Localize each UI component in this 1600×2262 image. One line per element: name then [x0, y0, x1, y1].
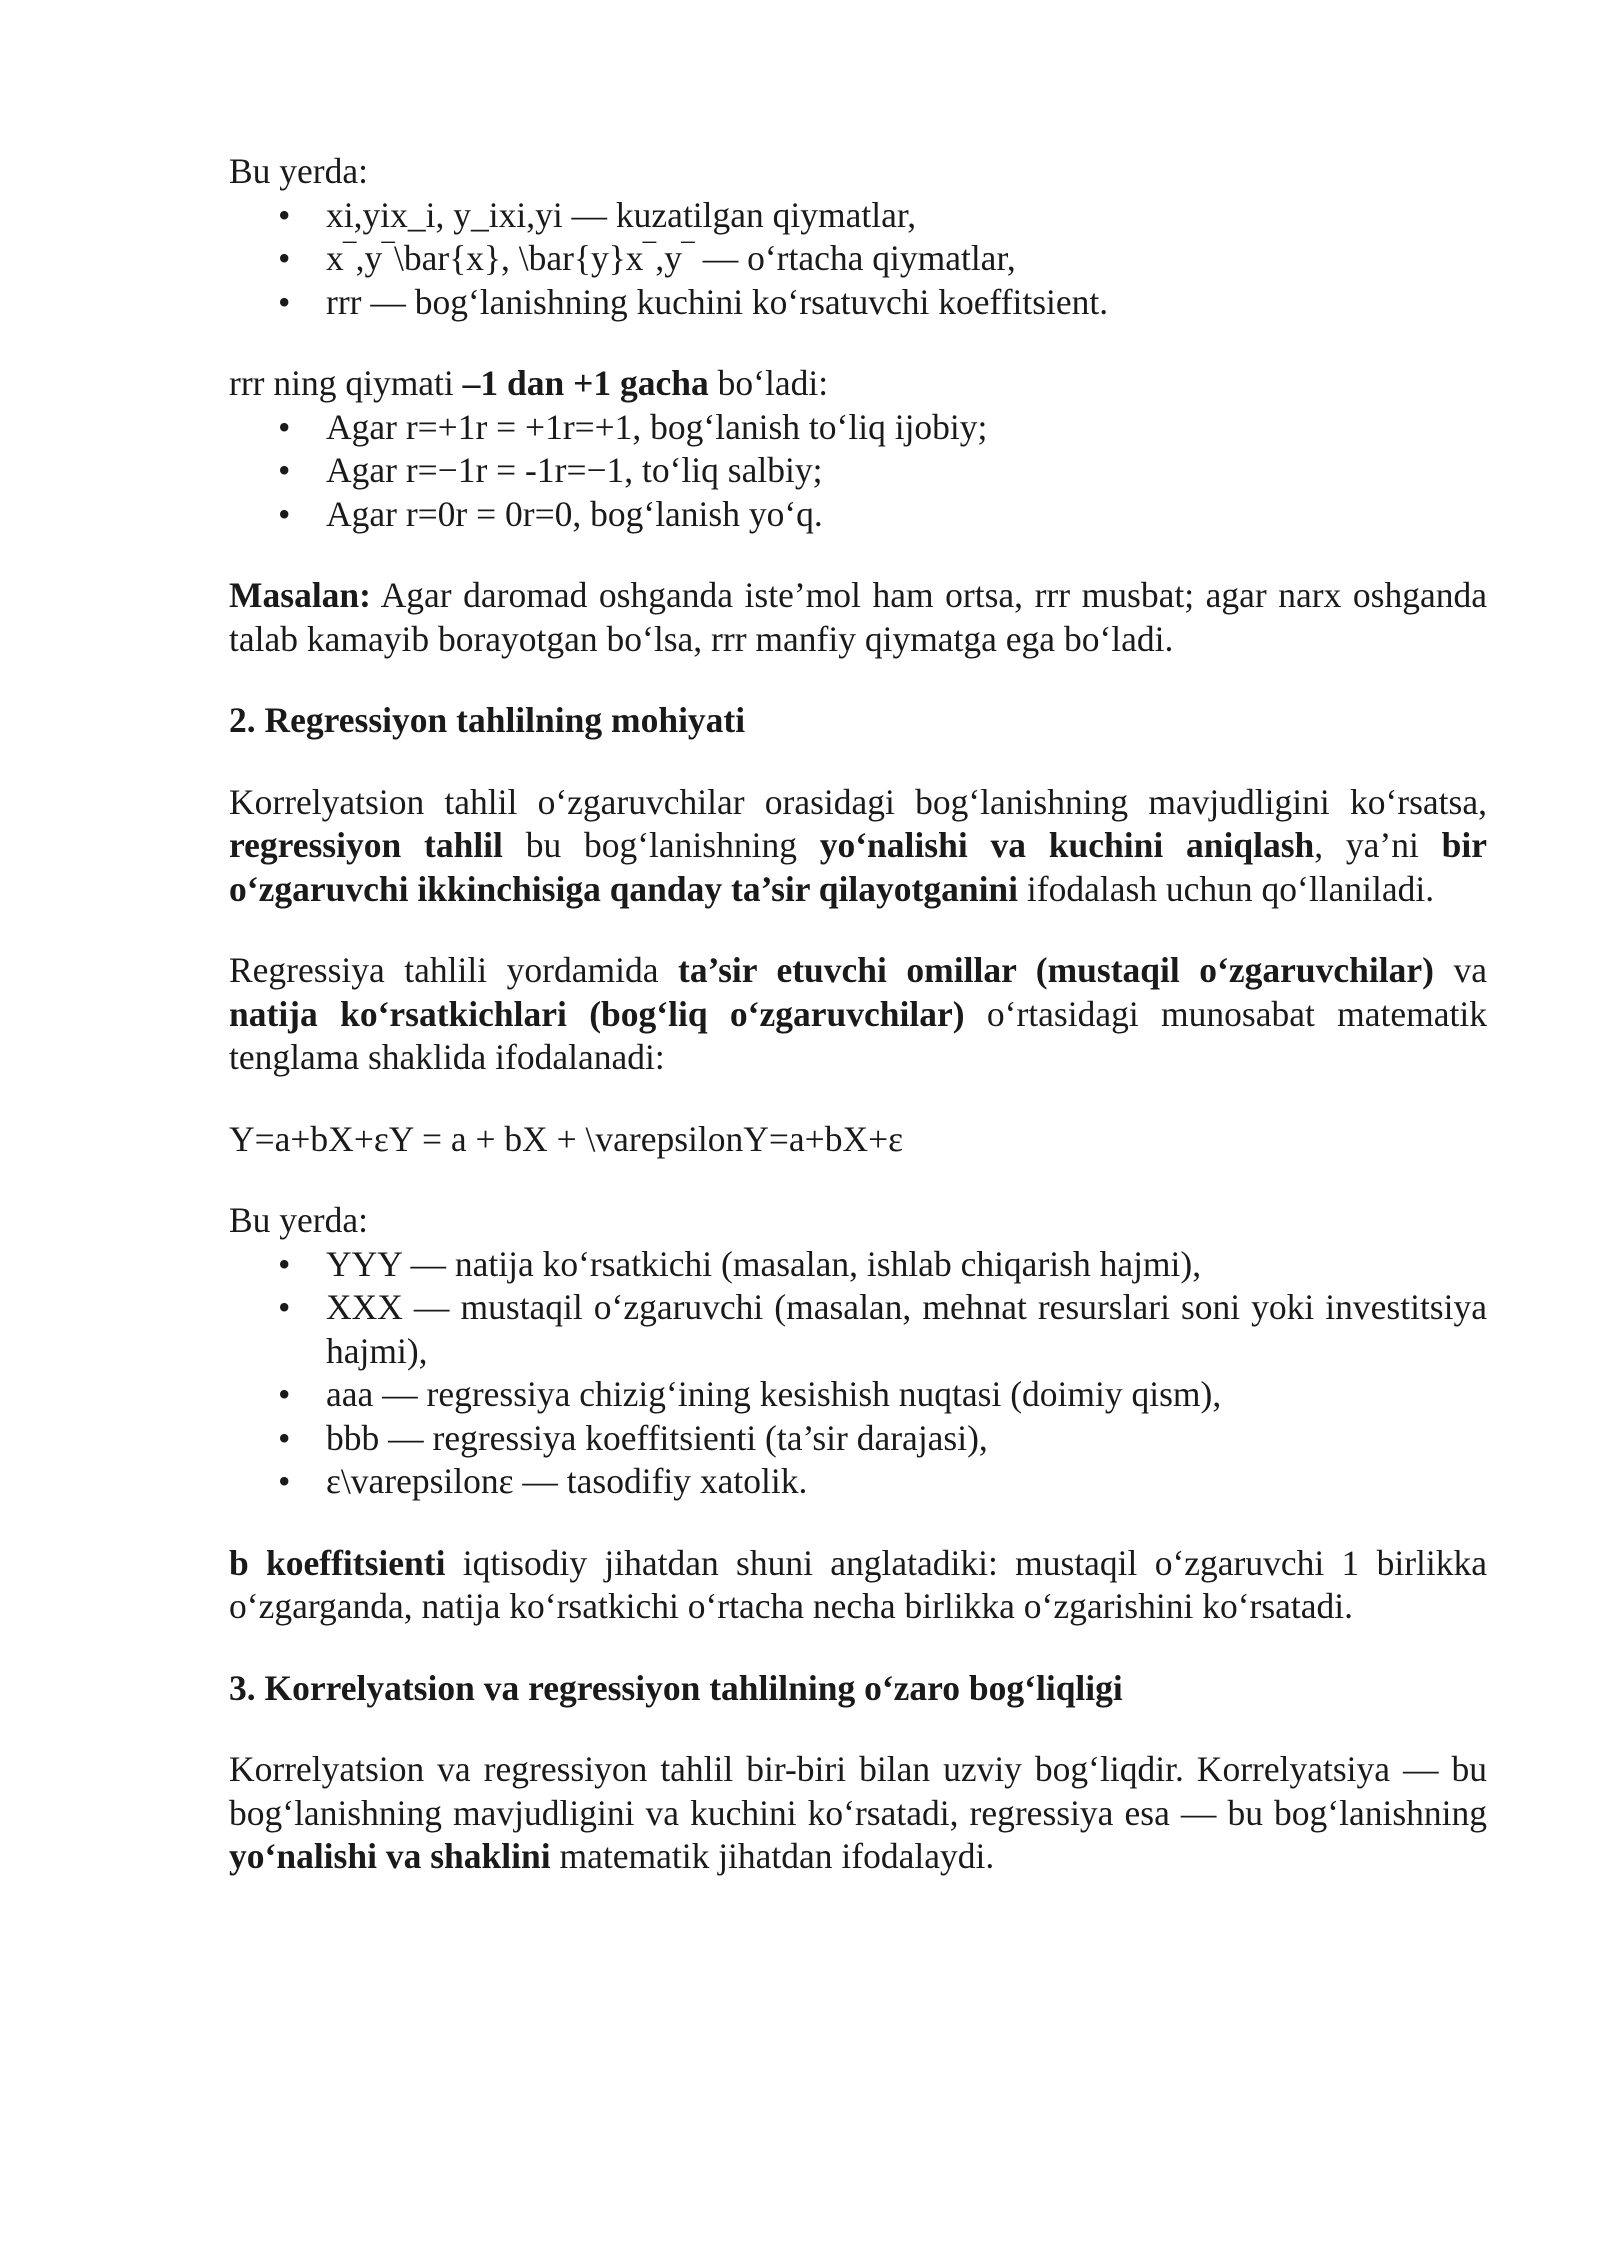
variables-list-1	[229, 194, 1487, 325]
example-paragraph	[229, 574, 1487, 661]
text-run: o‘rtasidagi munosabat matematik tenglama shaklida ifodalanadi:	[229, 993, 1487, 1077]
text-run: ifodalash uchun qo‘llaniladi.	[1018, 868, 1435, 909]
list-item: • YYY — natija ko‘rsatkichi (masalan, ishlab chiqarish hajmi),	[229, 1243, 1487, 1287]
text-run: va	[1433, 950, 1487, 990]
regression-intro-paragraph	[229, 781, 1487, 912]
text-run: Korrelyatsion tahlil o‘zgaruvchilar orasidagi bog‘lanishning mavjudligini ko‘rsatsa,	[229, 781, 1487, 822]
bold-run: b koeffitsienti	[229, 1542, 446, 1583]
relationship-paragraph	[229, 1748, 1487, 1879]
list-item: • x‾,y‾\bar{x}, \bar{y}x‾,y‾ — o‘rtacha qiymatlar,	[229, 237, 1487, 281]
r-range-bold: –1 dan +1 gacha	[462, 363, 709, 403]
text-run: iqtisodiy jihatdan shuni anglatadiki: mustaqil o‘zgaruvchi 1 birlikka o‘zgarganda, natija ko‘rsatkichi o‘rtacha necha birlikka o‘zgarishini ko‘rsatadi.	[229, 1542, 1488, 1626]
bu-yerda-label-2: Bu yerda:	[229, 1200, 369, 1240]
r-range-paragraph	[229, 362, 1487, 406]
b-coefficient-paragraph	[229, 1542, 1487, 1629]
bold-run: ta’sir etuvchi omillar (mustaqil o‘zgaruvchilar)	[678, 950, 1434, 990]
r-cases-list	[229, 406, 1487, 537]
text-run: bu bog‘lanishning	[502, 825, 820, 865]
text-run: matematik jihatdan ifodalaydi.	[550, 1836, 995, 1876]
list-item: • aaa — regressiya chizig‘ining kesishish nuqtasi (doimiy qism),	[229, 1373, 1487, 1417]
list-item: • rrr — bog‘lanishning kuchini ko‘rsatuvchi koeffitsient.	[229, 281, 1487, 325]
bold-run: natija ko‘rsatkichlari (bog‘liq o‘zgaruvchilar)	[229, 993, 965, 1034]
list-item: • Agar r=+1r = +1r=+1, bog‘lanish to‘liq ijobiy;	[229, 406, 1487, 450]
section-3-heading: 3. Korrelyatsion va regressiyon tahlilning o‘zaro bog‘liqligi	[229, 1667, 1123, 1708]
r-range-post: bo‘ladi:	[708, 363, 829, 403]
list-item: • bbb — regressiya koeffitsienti (ta’sir darajasi),	[229, 1417, 1487, 1461]
document-page	[229, 150, 1487, 1879]
bold-run: bir o‘zgaruvchi ikkinchisiga qanday ta’sir qilayotganini	[229, 825, 1487, 909]
list-item: • Agar r=0r = 0r=0, bog‘lanish yo‘q.	[229, 493, 1487, 537]
regression-equation: Y=a+bX+εY = a + bX + \varepsilonY=a+bX+ε	[229, 1118, 904, 1159]
list-item: • ε\varepsilonε — tasodifiy xatolik.	[229, 1460, 1487, 1504]
text-run: Regressiya tahlili yordamida	[229, 950, 679, 990]
regression-method-paragraph	[229, 949, 1487, 1080]
r-range-pre: rrr ning qiymati	[229, 363, 463, 403]
section-2-heading: 2. Regressiyon tahlilning mohiyati	[229, 700, 746, 740]
list-item: • XXX — mustaqil o‘zgaruvchi (masalan, mehnat resurslari soni yoki investitsiya hajmi),	[229, 1286, 1487, 1373]
bu-yerda-label-1: Bu yerda:	[229, 151, 369, 191]
bold-run: yo‘nalishi va kuchini aniqlash	[819, 825, 1315, 865]
example-label: Masalan:	[229, 575, 371, 615]
bold-run: regressiyon tahlil	[229, 825, 503, 865]
list-item: • Agar r=−1r = -1r=−1, to‘liq salbiy;	[229, 449, 1487, 493]
example-text: Agar daromad oshganda iste’mol ham ortsa, rrr musbat; agar narx oshganda talab kamayib borayotgan bo‘lsa, rrr manfiy qiymatga ega bo‘ladi.	[229, 575, 1487, 659]
variables-list-2	[229, 1243, 1487, 1504]
bold-run: yo‘nalishi va shaklini	[229, 1836, 551, 1876]
text-run: , ya’ni	[1314, 825, 1442, 865]
list-item: • xi,yix_i, y_ixi,yi — kuzatilgan qiymatlar,	[229, 194, 1487, 238]
text-run: Korrelyatsion va regressiyon tahlil bir-biri bilan uzviy bog‘liqdir. Korrelyatsiya — bu bog‘lanishning mavjudligini va kuchini ko‘rsatadi, regressiya esa — bu bog‘lanishning	[229, 1749, 1487, 1833]
